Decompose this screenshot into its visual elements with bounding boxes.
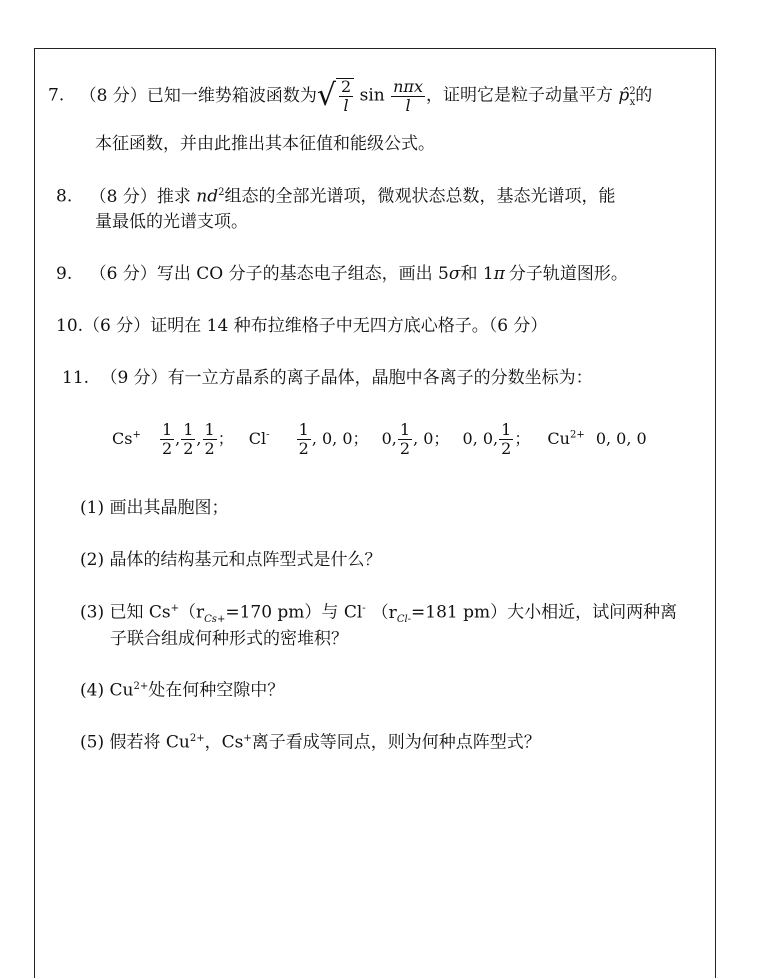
q7-number: 7.: [48, 85, 65, 106]
coord-cl-sup: -: [266, 429, 270, 441]
q8-number: 8.: [56, 186, 73, 207]
q11-line: [62, 370, 593, 387]
coord-cu-sup: 2+: [569, 429, 585, 441]
q8-text-b: 组态的全部光谱项，微观状态总数，基态光谱项，能: [224, 186, 616, 207]
q8-text-a: （8 分）推求: [89, 186, 191, 207]
frac-5: $\frac{1}{2}$: [399, 420, 411, 458]
sub5-b: ，Cs: [204, 732, 244, 753]
frac-2: $\frac{1}{2}$: [183, 420, 194, 458]
q9-pi: π: [493, 264, 505, 284]
q9-number: 9.: [56, 264, 73, 284]
frac-1: $\frac{1}{2}$: [161, 420, 173, 458]
q7-prefix: （8 分）已知一维势箱波函数为: [79, 85, 317, 106]
q7-operator: p̂: [618, 85, 630, 106]
coord-cs-sup: +: [132, 429, 141, 441]
q11-sub3-line1: (3) 已知 $Cs^+(r_{Cs+}=170$ pm）与 Cl- （$r_{Cl-}=181$ pm）大小相近，试问两种离: [80, 602, 678, 626]
q7-suffix: ，证明它是粒子动量平方: [425, 85, 613, 106]
q11-sub5: (5) 假若将 $Cu^{2+}$，Cs+离子看成等同点，则为何种点阵型式？: [80, 732, 541, 753]
q11-sub3-line2: 子联合组成何种形式的密堆积？: [110, 629, 348, 649]
sub3-d: （r: [371, 602, 397, 623]
q7-line1: [48, 78, 652, 114]
q11-text: （9 分）有一立方晶系的离子晶体，晶胞中各离子的分数坐标为：: [100, 368, 593, 388]
q11-sub4: (4) $Cu^{2+}$处在何种空隙中？: [80, 680, 285, 701]
q7-sin: sin: [359, 85, 385, 106]
sub5-a: (5) 假若将 Cu: [80, 732, 190, 753]
q7-operator-sup: 2: [629, 85, 636, 97]
q8-config-sup: 2: [218, 187, 225, 198]
frac-3: $\frac{1}{2}$: [204, 420, 215, 458]
coord-cl: Cl: [248, 429, 267, 448]
sub3-cs-sub: Cs+: [204, 614, 226, 626]
sqrt-symbol: √: [316, 78, 336, 113]
q11-sub1: (1) 画出其晶胞图；: [80, 498, 229, 518]
sub4-b: 处在何种空隙中？: [148, 680, 285, 701]
q8-line2: 量最低的光谱支项。: [95, 212, 248, 232]
q7-tail: 的: [635, 85, 653, 106]
q11-number: 11.: [62, 368, 90, 388]
q10-line: [56, 318, 547, 335]
sub3-b: （r: [179, 602, 205, 623]
q7-line2: 本征函数，并由此推出其本征值和能级公式。: [95, 134, 435, 154]
sub3-c: =170 pm）与 Cl: [225, 602, 363, 623]
q8-config: nd: [196, 186, 219, 207]
sqrt-body: [336, 78, 354, 114]
q10-number: 10.: [56, 316, 84, 336]
q11-coordinates: Cs+ $\frac{1}{2}$ , $\frac{1}{2}$ , $\frac{1}{2}$ ； Cl- $\frac{1}{2}$ , 0, 0； 0, $\frac{1}{2}$ , 0； 0, 0, $\frac{1}{2}$ ； $Cu^{2+}$ 0, 0, 0: [112, 420, 647, 458]
coord-cu: Cu: [547, 429, 570, 448]
sub3-e: =181 pm）大小相近，试问两种离: [411, 602, 678, 623]
q9-text-a: （6 分）写出 CO 分子的基态电子组态，画出 5: [89, 264, 449, 284]
coord-cs: Cs: [112, 429, 133, 448]
q7-sqrt-fraction: $\frac{2}{l}$: [341, 77, 352, 115]
coord-cu-val: 0, 0, 0: [595, 429, 647, 448]
q11-sub2: (2) 晶体的结构基元和点阵型式是什么？: [80, 550, 382, 570]
q7-arg-fraction: $\frac{\text{nπx}}{l}$: [393, 76, 423, 115]
q7-operator-sub: x: [629, 96, 636, 108]
frac-4: $\frac{1}{2}$: [298, 420, 309, 458]
q9-text-c: 分子轨道图形。: [508, 264, 628, 284]
frac-6: $\frac{1}{2}$: [501, 420, 512, 458]
q8-line1: [56, 188, 616, 206]
sub5-c: 离子看成等同点，则为何种点阵型式？: [251, 732, 541, 753]
sub4-a: (4) Cu: [80, 680, 134, 701]
q9-line: [56, 266, 628, 283]
q10-text: （6 分）证明在 14 种布拉维格子中无四方底心格子。（6 分）: [83, 316, 548, 336]
q9-text-b: 和 1: [460, 264, 494, 284]
sub3-cl-sub: Cl-: [396, 614, 412, 626]
q9-sigma: σ: [448, 264, 461, 284]
sub3-a: (3) 已知 Cs: [80, 602, 171, 623]
